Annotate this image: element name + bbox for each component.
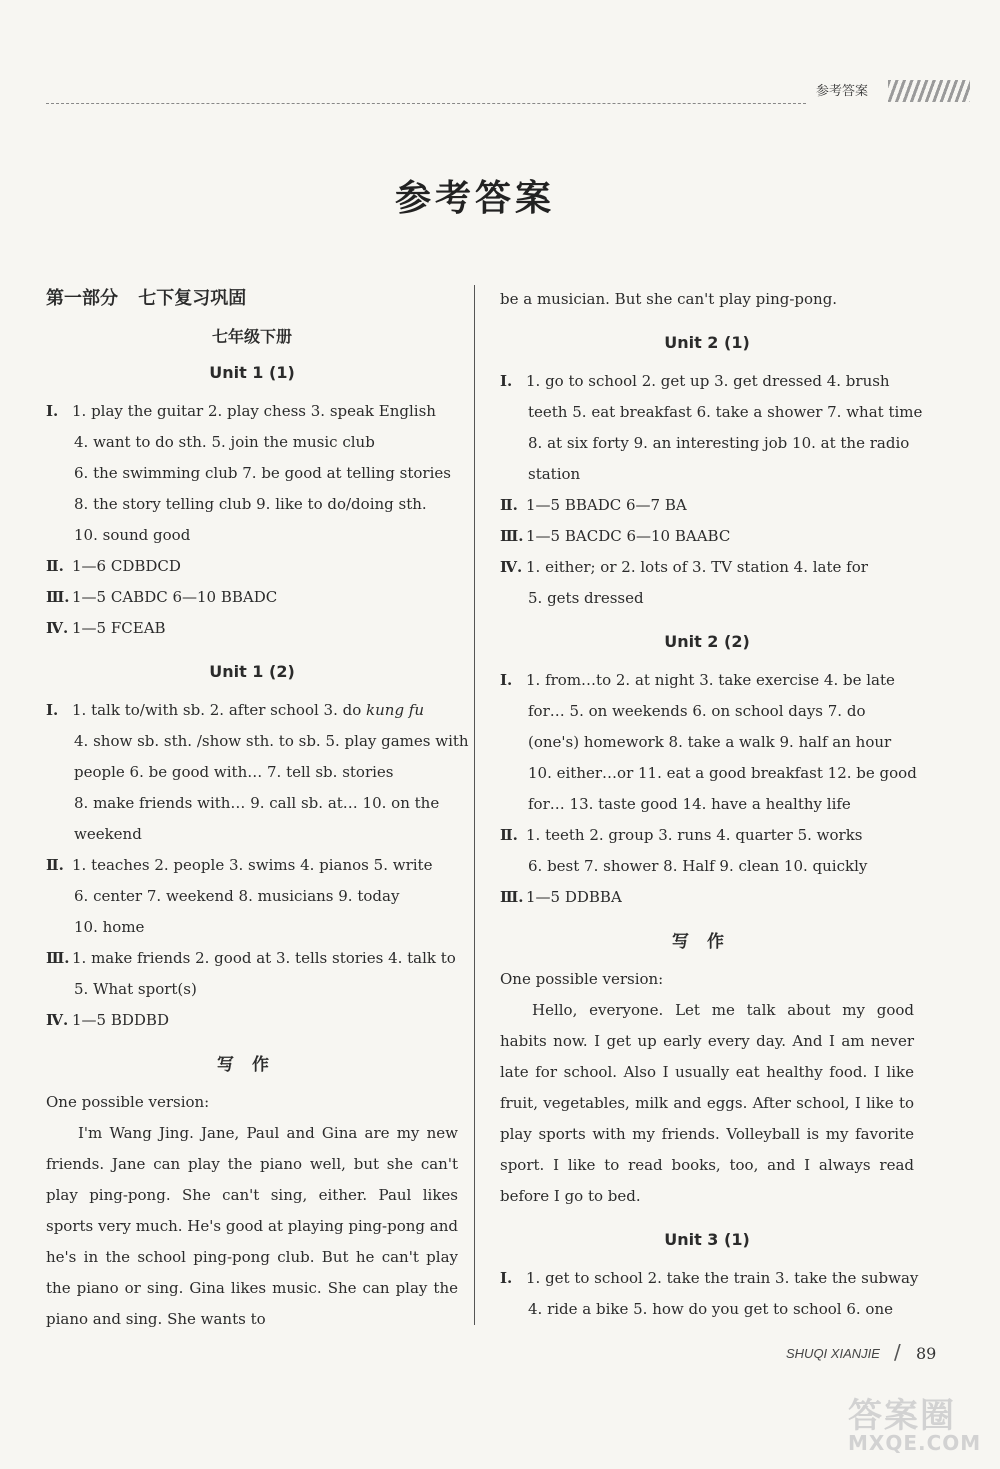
section-number: Ⅳ.: [500, 558, 523, 576]
answer-line: for… 13. taste good 14. have a healthy life: [528, 795, 851, 813]
answer-text: 1. teeth 2. group 3. runs 4. quarter 5. works: [526, 826, 863, 844]
answer-line: [500, 552, 914, 583]
column-divider: [474, 285, 475, 1325]
left-column: [46, 284, 469, 1335]
section-number: Ⅰ.: [46, 701, 59, 719]
answer-line: 6. the swimming club 7. be good at telling stories: [74, 464, 451, 482]
section-number: Ⅱ.: [500, 826, 518, 844]
answer-line: [500, 882, 914, 913]
part-title: 第一部分 七下复习巩固: [46, 288, 247, 309]
unit-title: Unit 1 (1): [209, 363, 295, 382]
answer-text: 1. teaches 2. people 3. swims 4. pianos 5. write: [72, 856, 433, 874]
grade-title: 七年级下册: [211, 327, 292, 346]
answer-line: 4. ride a bike 5. how do you get to school 6. one: [528, 1300, 893, 1318]
section-number: Ⅱ.: [46, 557, 64, 575]
answer-line: for… 5. on weekends 6. on school days 7. do: [528, 702, 866, 720]
answer-line: 10. home: [74, 918, 145, 936]
writing-intro: One possible version:: [46, 1093, 210, 1111]
answer-line: 4. show sb. sth. /show sth. to sb. 5. play games with: [74, 732, 469, 750]
answer-line: [500, 490, 914, 521]
answer-line: [46, 396, 458, 427]
writing-intro: One possible version:: [500, 970, 664, 988]
answer-line: [46, 850, 458, 881]
answer-line: 8. make friends with… 9. call sb. at… 10. on the: [74, 794, 440, 812]
watermark-text: 答案圈: [848, 1396, 956, 1436]
answer-text: 1—5 BDDBD: [72, 1011, 169, 1029]
answer-line: 6. best 7. shower 8. Half 9. clean 10. quickly: [528, 857, 868, 875]
answer-line: [46, 613, 458, 644]
footer-slash-decoration: /: [894, 1340, 901, 1364]
unit-title: Unit 2 (1): [664, 333, 750, 352]
section-number: Ⅰ.: [46, 402, 59, 420]
answer-line: [500, 366, 914, 397]
section-number: Ⅰ.: [500, 1269, 513, 1287]
section-number: Ⅳ.: [46, 619, 69, 637]
answer-line: [500, 521, 914, 552]
answer-line: (one's) homework 8. take a walk 9. half an hour: [528, 733, 892, 751]
answer-line: people 6. be good with… 7. tell sb. stories: [74, 763, 394, 781]
section-number: Ⅰ.: [500, 372, 513, 390]
answer-text: 1—6 CDBDCD: [72, 557, 181, 575]
answer-line: [46, 695, 458, 726]
answer-text: 1. from…to 2. at night 3. take exercise 4. be late: [526, 671, 895, 689]
unit-title: Unit 1 (2): [209, 662, 295, 681]
header-stripes-decoration: [888, 80, 970, 102]
writing-paragraph: Hello, everyone. Let me talk about my good habits now. I get up early every day. And I am never late for school. Also I usually eat healthy food. I like fruit, vegetables, milk and eggs. After school, I like to play sports with my friends. Volleyball is my favorite sport. I like to read books, too, and I always read before I go to bed.: [500, 1001, 914, 1205]
answer-line: [500, 820, 914, 851]
answer-line: 5. What sport(s): [74, 980, 197, 998]
answer-line: 8. the story telling club 9. like to do/doing sth.: [74, 495, 427, 513]
answer-text: 1. either; or 2. lots of 3. TV station 4. late for: [526, 558, 868, 576]
answer-line: 5. gets dressed: [528, 589, 644, 607]
answer-text: 1. talk to/with sb. 2. after school 3. do: [72, 701, 367, 719]
answer-line: 10. sound good: [74, 526, 191, 544]
answer-line: 4. want to do sth. 5. join the music club: [74, 433, 375, 451]
watermark-url: MXQE.COM: [848, 1431, 982, 1455]
answer-line: teeth 5. eat breakfast 6. take a shower 7. what time: [528, 403, 923, 421]
section-number: Ⅱ.: [500, 496, 518, 514]
section-number: Ⅲ.: [46, 588, 70, 606]
page-title: 参考答案: [394, 178, 555, 219]
answer-line: [46, 551, 458, 582]
section-number: Ⅳ.: [46, 1011, 69, 1029]
answer-text: 1—5 CABDC 6—10 BBADC: [72, 588, 278, 606]
answer-line: [46, 582, 458, 613]
answer-line: weekend: [74, 825, 142, 843]
answer-text: 1—5 BBADC 6—7 BA: [526, 496, 687, 514]
footer-label: SHUQI XIANJIE: [786, 1346, 880, 1361]
answer-line: 8. at six forty 9. an interesting job 10. at the radio: [528, 434, 910, 452]
answer-line: station: [528, 465, 581, 483]
writing-continuation: be a musician. But she can't play ping-pong.: [500, 290, 838, 308]
watermark-logo: [848, 1388, 988, 1458]
answer-text-italic: kung fu: [366, 701, 425, 719]
answer-line: [500, 1263, 919, 1294]
section-number: Ⅰ.: [500, 671, 513, 689]
header-section-label: 参考答案: [816, 84, 869, 99]
answer-text: 1. go to school 2. get up 3. get dressed 4. brush: [526, 372, 890, 390]
unit-title: Unit 3 (1): [664, 1230, 750, 1249]
writing-title: 写作: [217, 1055, 287, 1075]
unit-title: Unit 2 (2): [664, 632, 750, 651]
answer-text: 1. get to school 2. take the train 3. take the subway: [526, 1269, 919, 1287]
answer-line: [46, 1005, 458, 1036]
section-number: Ⅲ.: [500, 888, 524, 906]
writing-title: 写作: [672, 932, 742, 952]
answer-text: 1. make friends 2. good at 3. tells stories 4. talk to: [72, 949, 456, 967]
page-number: 89: [916, 1344, 937, 1363]
section-number: Ⅲ.: [500, 527, 524, 545]
answer-text: 1. play the guitar 2. play chess 3. speak English: [72, 402, 436, 420]
header-divider: [46, 103, 806, 104]
answer-text: 1—5 FCEAB: [72, 619, 166, 637]
answer-text: 1—5 BACDC 6—10 BAABC: [526, 527, 731, 545]
answer-text: 1—5 DDBBA: [526, 888, 622, 906]
writing-paragraph: I'm Wang Jing. Jane, Paul and Gina are my new friends. Jane can play the piano well, but she can't play ping-pong. She can't sing, either. Paul likes sports very much. He's good at playing ping-pong and he's in the school ping-pong club. But he can't play the piano or sing. Gina likes music. She can play the piano and sing. She wants to: [46, 1124, 458, 1328]
section-number: Ⅱ.: [46, 856, 64, 874]
answer-line: 6. center 7. weekend 8. musicians 9. today: [74, 887, 400, 905]
right-column: [500, 284, 923, 1325]
answer-line: 10. either…or 11. eat a good breakfast 12. be good: [528, 764, 917, 782]
answer-line: [46, 943, 458, 974]
answer-line: [500, 665, 914, 696]
section-number: Ⅲ.: [46, 949, 70, 967]
